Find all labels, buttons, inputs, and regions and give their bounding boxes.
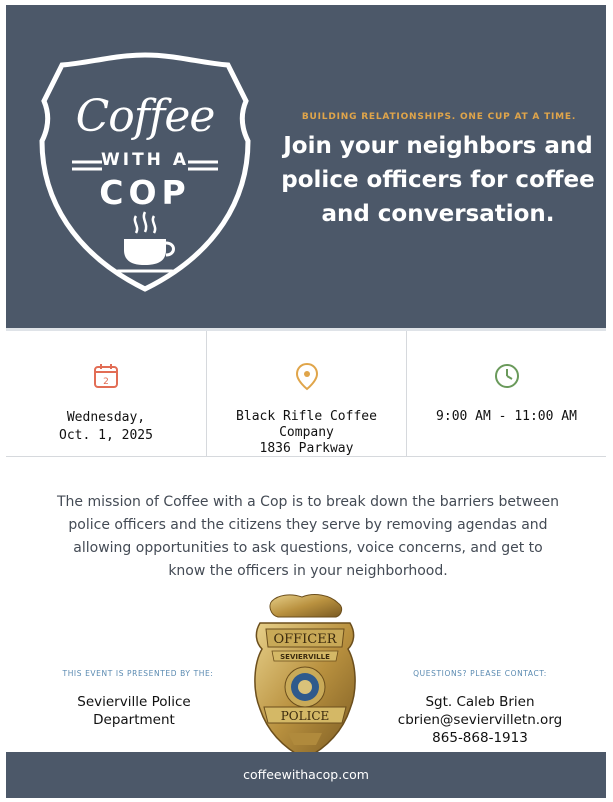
logo-coffee-text: Coffee bbox=[75, 91, 215, 142]
venue-name-cont: Company bbox=[279, 425, 334, 440]
date-cell bbox=[6, 331, 206, 456]
headline-line: Join your neighbors and bbox=[283, 133, 593, 159]
logo-cop-text: COP bbox=[99, 173, 191, 212]
event-time: 9:00 AM - 11:00 AM bbox=[436, 409, 577, 424]
police-badge-icon bbox=[238, 593, 372, 761]
mission-line: police officers and the citizens they serve by removing agendas and bbox=[68, 517, 548, 533]
venue-address: 1836 Parkway bbox=[259, 441, 354, 456]
coffee-with-a-cop-logo bbox=[34, 49, 256, 297]
clock-icon bbox=[407, 361, 606, 391]
mission-line: The mission of Coffee with a Cop is to break down the barriers between bbox=[57, 494, 559, 510]
mission-line: know the officers in your neighborhood. bbox=[168, 563, 448, 579]
website-link[interactable]: coffeewithacop.com bbox=[243, 767, 369, 782]
contact-info bbox=[366, 693, 594, 747]
flyer bbox=[6, 5, 606, 798]
headline-line: and conversation. bbox=[321, 201, 555, 227]
mission-line: allowing opportunities to ask questions, voice concerns, and get to bbox=[73, 540, 543, 556]
divider bbox=[6, 456, 606, 457]
event-location bbox=[207, 409, 406, 457]
event-details bbox=[6, 331, 606, 456]
contact-name: Sgt. Caleb Brien bbox=[425, 694, 535, 710]
headline bbox=[276, 129, 600, 231]
location-cell bbox=[206, 331, 406, 456]
event-date-value: Oct. 1, 2025 bbox=[59, 428, 153, 443]
venue-name: Black Rifle Coffee bbox=[236, 409, 377, 424]
headline-line: police officers for coffee bbox=[281, 167, 595, 193]
contact-phone[interactable]: 865-868-1913 bbox=[432, 730, 528, 746]
coffee-cup-icon bbox=[118, 212, 174, 271]
badge-officer-text: OFFICER bbox=[273, 632, 337, 647]
presenter-name-line: Sevierville Police bbox=[77, 694, 191, 710]
footer-bar bbox=[6, 752, 606, 798]
presenter-label: THIS EVENT IS PRESENTED BY THE: bbox=[62, 669, 214, 678]
calendar-icon bbox=[6, 361, 206, 391]
calendar-number: 2 bbox=[103, 377, 109, 387]
tagline: BUILDING RELATIONSHIPS. ONE CUP AT A TIME. bbox=[301, 112, 577, 122]
time-cell bbox=[406, 331, 606, 456]
event-date bbox=[6, 409, 206, 445]
badge-police-text: POLICE bbox=[280, 709, 330, 723]
presenter-name bbox=[44, 693, 224, 729]
contact-label: QUESTIONS? PLEASE CONTACT: bbox=[413, 669, 547, 678]
hero-banner bbox=[6, 5, 606, 328]
event-day: Wednesday, bbox=[66, 410, 146, 425]
logo-with-a-text: WITH A bbox=[101, 150, 189, 170]
contact-email[interactable]: cbrien@seviervilletn.org bbox=[397, 712, 563, 728]
mission-statement bbox=[54, 491, 562, 583]
badge-city-text: SEVIERVILLE bbox=[280, 653, 330, 661]
location-pin-icon bbox=[207, 361, 406, 391]
presenter-name-line: Department bbox=[93, 712, 175, 728]
